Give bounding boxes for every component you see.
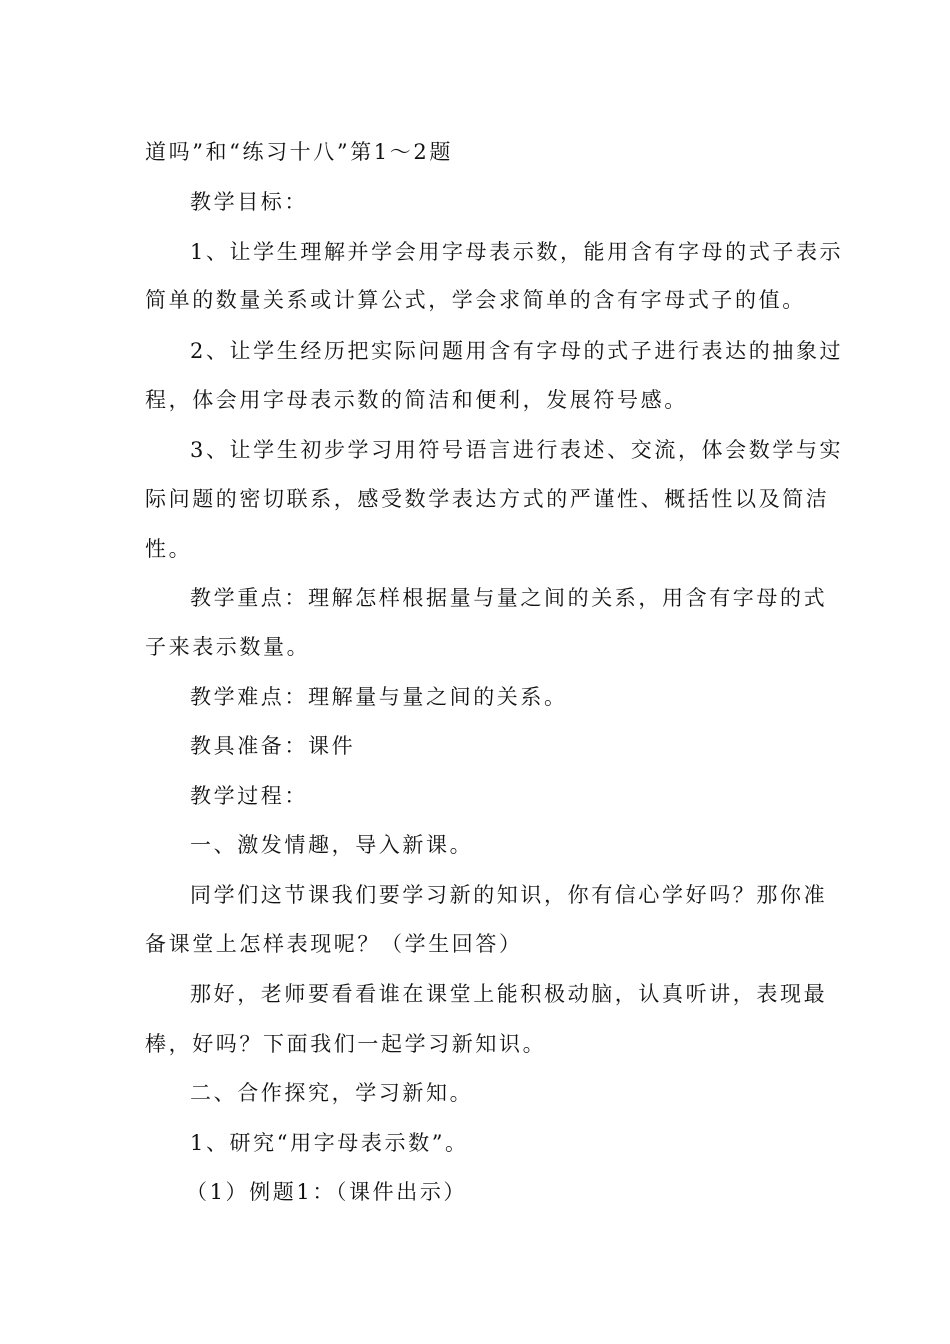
text-line: 3、让学生初步学习用符号语言进行表述、交流，体会数学与实 — [190, 438, 844, 462]
text-line: 简单的数量关系或计算公式，学会求简单的含有字母式子的值。 — [145, 288, 806, 312]
text-line: 备课堂上怎样表现呢？（学生回答） — [145, 932, 523, 956]
text-line: 同学们这节课我们要学习新的知识，你有信心学好吗？那你准 — [190, 883, 828, 907]
text-line: 子来表示数量。 — [145, 635, 311, 659]
text-line: 棒，好吗？下面我们一起学习新知识。 — [145, 1032, 547, 1056]
text-line: 教具准备：课件 — [190, 734, 356, 758]
section-heading: 二、合作探究，学习新知。 — [190, 1081, 474, 1105]
text-line: （1）例题1：（课件出示） — [186, 1180, 468, 1204]
text-line: 教学难点：理解量与量之间的关系。 — [190, 685, 568, 709]
text-line: 1、让学生理解并学会用字母表示数，能用含有字母的式子表示 — [190, 240, 844, 264]
text-line: 1、研究“用字母表示数”。 — [190, 1131, 469, 1155]
section-heading: 教学目标： — [190, 190, 308, 214]
text-line: 性。 — [145, 537, 193, 561]
text-line: 道吗”和“练习十八”第1～2题 — [145, 140, 453, 164]
text-line: 教学重点：理解怎样根据量与量之间的关系，用含有字母的式 — [190, 586, 828, 610]
text-line: 程，体会用字母表示数的简洁和便利，发展符号感。 — [145, 388, 688, 412]
section-heading: 一、激发情趣，导入新课。 — [190, 833, 474, 857]
section-heading: 教学过程： — [190, 784, 308, 808]
text-line: 那好，老师要看看谁在课堂上能积极动脑，认真听讲，表现最 — [190, 982, 828, 1006]
text-line: 际问题的密切联系，感受数学表达方式的严谨性、概括性以及简洁 — [145, 487, 830, 511]
text-line: 2、让学生经历把实际问题用含有字母的式子进行表达的抽象过 — [190, 339, 844, 363]
